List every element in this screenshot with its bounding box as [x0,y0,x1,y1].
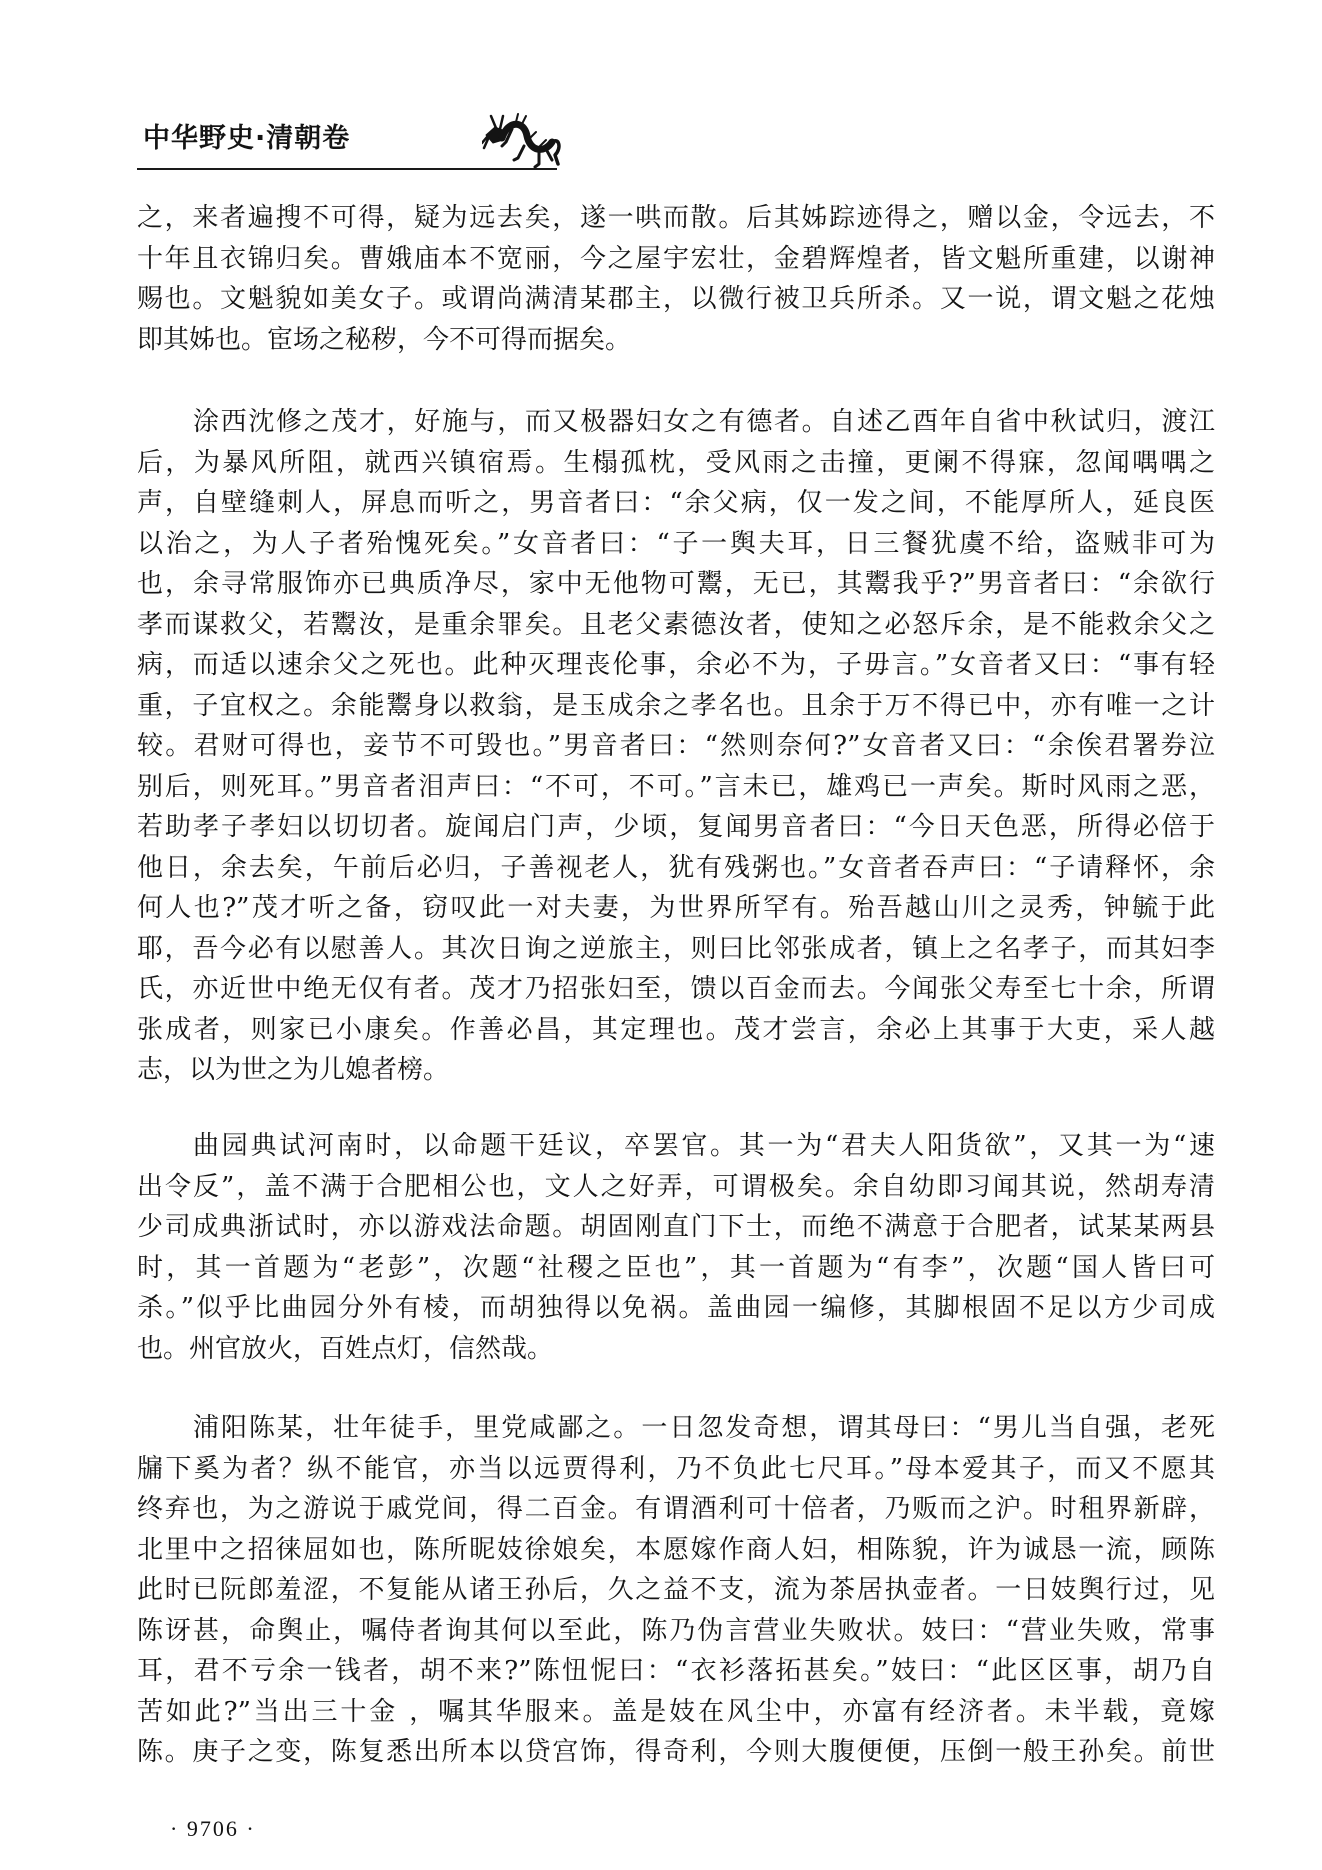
text-line: 声，自壁缝刺人，屏息而听之，男音者曰：“余父病，仅一发之间，不能厚所人，延良医 [137,488,1215,518]
text-line: 他日，余去矣，午前后必归，子善视老人，犹有残粥也。”女音者吞声曰：“子请释怀，余 [137,852,1215,883]
paragraph [137,402,1215,1091]
text-line: 重，子宜权之。余能鬻身以救翁，是玉成余之孝名也。且余于万不得已中，亦有唯一之计 [137,690,1215,721]
text-line: 若助孝子孝妇以切切者。旋闻启门声，少顷，复闻男音者曰：“今日天色恶，所得必倍于 [137,812,1215,842]
paragraph [137,198,1215,360]
paragraph [137,1408,1215,1773]
text-line: 别后，则死耳。”男音者泪声曰：“不可，不可。”言未已，雄鸡已一声矣。斯时风雨之恶， [137,771,1215,802]
text-line: 张成者，则家已小康矣。作善必昌，其定理也。茂才尝言，余必上其事于大吏，采人越 [137,1014,1215,1045]
paragraph [137,1126,1215,1369]
text-line: 浦阳陈某，壮年徒手，里党咸鄙之。一日忽发奇想，谓其母曰：“男儿当自强，老死 [193,1413,1215,1443]
text-line: 耶，吾今必有以慰善人。其次日询之逆旅主，则曰比邻张成者，镇上之名孝子，而其妇李 [137,933,1215,964]
text-line: 十年且衣锦归矣。曹娥庙本不宽丽，今之屋宇宏壮，金碧辉煌者，皆文魁所重建，以谢神 [137,243,1215,274]
page-number: · 9706 · [170,1816,256,1841]
text-line: 此时已阮郎羞涩，不复能从诸王孙后，久之益不支，流为茶居执壶者。一日妓舆行过，见 [137,1575,1215,1605]
text-line: 赐也。文魁貌如美女子。或谓尚满清某郡主，以微行被卫兵所杀。又一说，谓文魁之花烛 [137,284,1215,314]
text-line: 牖下奚为者？纵不能官，亦当以远贾得利，乃不负此七尺耳。”母本爱其子，而又不愿其 [137,1453,1215,1484]
text-line: 陈。庚子之变，陈复悉出所本以贷宫饰，得奇利，今则大腹便便，压倒一般王孙矣。前世 [137,1737,1215,1767]
text-line: 较。君财可得也，妾节不可毁也。”男音者曰：“然则奈何?”女音者又曰：“余俟君署券泣 [137,731,1215,761]
text-line: 耳，君不亏余一钱者，胡不来?”陈忸怩曰：“衣衫落拓甚矣。”妓曰：“此区区事，胡乃自 [137,1656,1215,1686]
dragon-icon [482,108,562,172]
text-line: 也，余寻常服饰亦已典质净尽，家中无他物可鬻，无已，其鬻我乎?”男音者曰：“余欲行 [137,569,1215,599]
text-line: 少司成典浙试时，亦以游戏法命题。胡固刚直门下士，而绝不满意于合肥者，试某某两县 [137,1212,1215,1242]
text-line: 氏，亦近世中绝无仅有者。茂才乃招张妇至，馈以百金而去。今闻张父寿至七十余，所谓 [137,974,1215,1004]
text-line: 时，其一首题为“老彭”，次题“社稷之臣也”，其一首题为“有李”，次题“国人皆曰可 [137,1252,1215,1283]
running-head-title: 中华野史·清朝卷 [143,123,351,154]
text-line: 之，来者遍搜不可得，疑为远去矣，遂一哄而散。后其姊踪迹得之，赠以金，令远去，不 [137,203,1215,233]
text-line: 杀。”似乎比曲园分外有棱，而胡独得以免祸。盖曲园一编修，其脚根固不足以方少司成 [137,1293,1215,1323]
text-line: 涂西沈修之茂才，好施与，而又极器妇女之有德者。自述乙酉年自省中秋试归，渡江 [193,407,1215,437]
text-line: 出令反”，盖不满于合肥相公也，文人之好弄，可谓极矣。余自幼即习闻其说，然胡寿清 [137,1171,1215,1202]
text-line: 志，以为世之为儿媳者榜。 [137,1055,450,1085]
text-line: 陈讶甚，命舆止，嘱侍者询其何以至此，陈乃伪言营业失败状。妓曰：“营业失败，常事 [137,1615,1215,1646]
text-line: 即其姊也。宦场之秘秽，今不可得而据矣。 [137,324,632,355]
text-line: 曲园典试河南时，以命题干廷议，卒罢官。其一为“君夫人阳货欲”，又其一为“速 [193,1131,1215,1161]
text-line: 病，而适以速余父之死也。此种灭理丧伦事，余必不为，子毋言。”女音者又曰：“事有轻 [137,650,1215,680]
text-line: 后，为暴风所阻，就西兴镇宿焉。生榻孤枕，受风雨之击撞，更阑不得寐，忽闻喁喁之 [137,447,1215,478]
text-line: 何人也?”茂才听之备，窃叹此一对夫妻，为世界所罕有。殆吾越山川之灵秀，钟毓于此 [137,893,1215,923]
text-line: 终弃也，为之游说于戚党间，得二百金。有谓酒利可十倍者，乃贩而之沪。时租界新辟， [137,1494,1215,1524]
text-line: 以治之，为人子者殆愧死矣。”女音者曰：“子一舆夫耳，日三餐犹虞不给，盗贼非可为 [137,528,1215,559]
text-line: 北里中之招徕屈如也，陈所昵妓徐娘矣，本愿嫁作商人妇，相陈貌，许为诚恳一流，顾陈 [137,1534,1215,1565]
text-line: 苦如此?”当出三十金 ，嘱其华服来。盖是妓在风尘中，亦富有经济者。未半载，竟嫁 [137,1696,1215,1727]
text-line: 也。州官放火，百姓点灯，信然哉。 [137,1333,554,1364]
text-line: 孝而谋救父，若鬻汝，是重余罪矣。且老父素德汝者，使知之必怒斥余，是不能救余父之 [137,609,1215,640]
